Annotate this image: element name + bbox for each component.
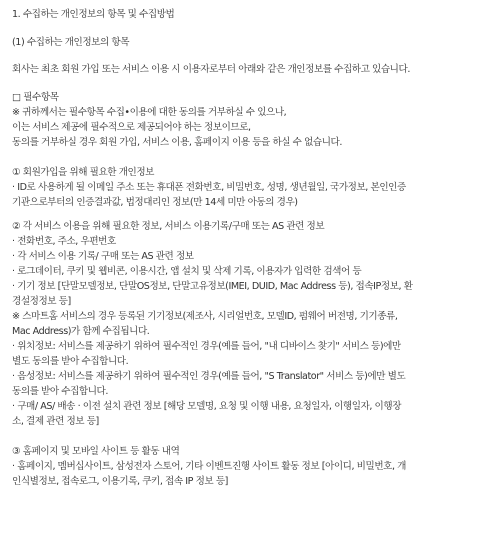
- required-notice-line: 이는 서비스 제공에 필수적으로 제공되어야 하는 정보이므로,: [12, 121, 251, 133]
- service-info-line: · 구매/ AS/ 배송 · 이전 설치 관련 정보 [해당 모델명, 요청 및 이행 내용, 요청일자, 이행일자, 이행장: [12, 400, 402, 412]
- signup-info-line: · ID로 사용하게 될 이메일 주소 또는 휴대폰 전화번호, 비밀번호, 성명, 생년월일, 국가정보, 본인인증: [12, 181, 406, 193]
- subsection-heading: (1) 수집하는 개인정보의 항목: [12, 36, 130, 48]
- site-activity-title: ③ 홈페이지 및 모바일 사이트 등 활동 내역: [12, 445, 180, 457]
- service-info-line: · 각 서비스 이용 기록/ 구매 또는 AS 관련 정보: [12, 250, 194, 262]
- signup-info-block: [12, 165, 494, 210]
- service-info-line: · 로그데이터, 쿠키 및 웹비콘, 이용시간, 앱 설치 및 삭제 기록, 이용자가 입력한 검색어 등: [12, 265, 362, 277]
- service-info-block: [12, 219, 494, 429]
- required-notice-line: ※ 귀하께서는 필수항목 수집•이용에 대한 동의를 거부하실 수 있으나,: [12, 106, 287, 118]
- service-info-line: ※ 스마트홈 서비스의 경우 등록된 기기정보(제조사, 시리얼번호, 모델ID, 펌웨어 버전명, 기기종류,: [12, 310, 398, 322]
- required-notice-line: 동의를 거부하실 경우 회원 가입, 서비스 이용, 홈페이지 이용 등을 하실 수 없습니다.: [12, 136, 342, 148]
- signup-info-line: 기관으로부터의 인증결과값, 법정대리인 정보(만 14세 미만 아동의 경우): [12, 196, 298, 208]
- service-info-line: · 기기 정보 [단말모델정보, 단말OS정보, 단말고유정보(IMEI, DUID, Mac Address 등), 접속IP정보, 환: [12, 280, 413, 292]
- section-heading: 1. 수집하는 개인정보의 항목 및 수집방법: [12, 9, 175, 20]
- service-info-line: 경설정정보 등]: [12, 295, 71, 307]
- service-info-line: 동의를 받아 수집합니다.: [12, 385, 108, 397]
- service-info-line: Mac Address)가 함께 수집됩니다.: [12, 325, 150, 337]
- service-info-line: 별도 동의를 받아 수집합니다.: [12, 355, 129, 367]
- required-items-block: [12, 90, 494, 150]
- service-info-line: · 위치정보: 서비스를 제공하기 위하여 필수적인 경우(예를 들어, "내 디바이스 찾기" 서비스 등)에만: [12, 340, 401, 352]
- service-info-line: · 전화번호, 주소, 우편번호: [12, 235, 116, 247]
- site-activity-line: 인식별정보, 접속로그, 이용기록, 쿠키, 접속 IP 정보 등]: [12, 475, 228, 487]
- service-info-line: · 음성정보: 서비스를 제공하기 위하여 필수적인 경우(예를 들어, "S Translator" 서비스 등)에만 별도: [12, 370, 406, 382]
- service-info-title: ② 각 서비스 이용을 위해 필요한 정보, 서비스 이용기록/구매 또는 AS 관련 정보: [12, 220, 325, 232]
- service-info-line: 소, 결제 관련 정보 등]: [12, 415, 99, 427]
- site-activity-line: · 홈페이지, 멤버십사이트, 삼성전자 스토어, 기타 이벤트진행 사이트 활동 정보 [아이디, 비밀번호, 개: [12, 460, 406, 472]
- required-items-title: □ 필수항목: [12, 91, 59, 103]
- intro-paragraph: 회사는 최초 회원 가입 또는 서비스 이용 시 이용자로부터 아래와 같은 개인정보를 수집하고 있습니다.: [12, 64, 410, 75]
- site-activity-block: [12, 444, 494, 489]
- signup-info-title: ① 회원가입을 위해 필요한 개인정보: [12, 166, 154, 178]
